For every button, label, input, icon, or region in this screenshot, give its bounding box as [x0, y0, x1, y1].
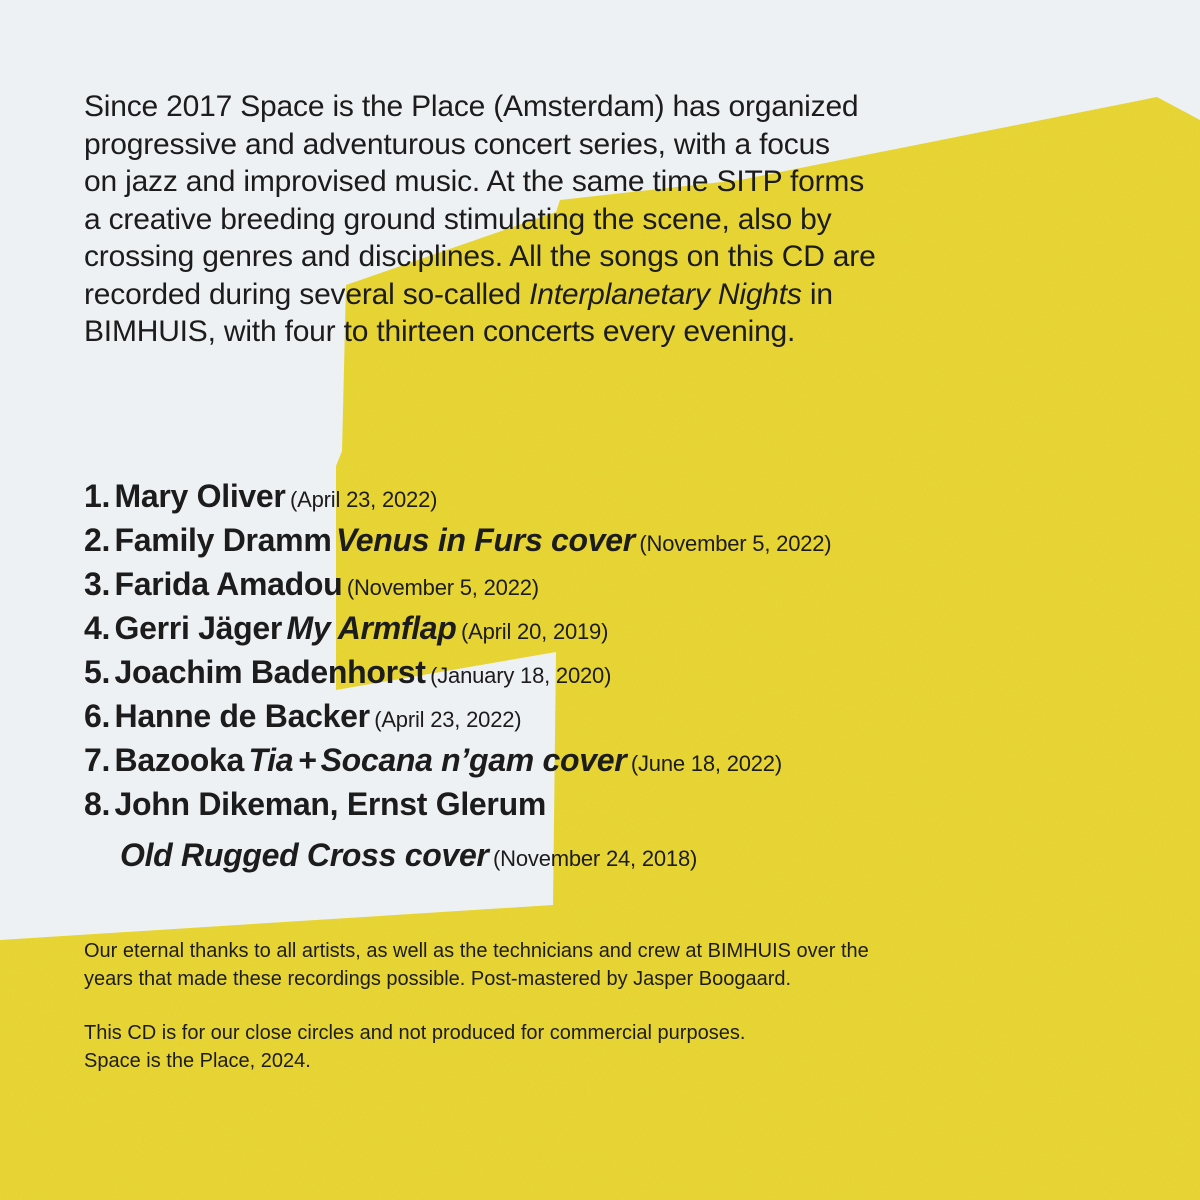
track-date: (April 23, 2022): [290, 487, 438, 512]
credits-spacer: [84, 993, 1144, 1020]
track-date: (November 5, 2022): [639, 531, 832, 556]
credits-notice-line: This CD is for our close circles and not produced for commercial purposes.: [84, 1022, 746, 1044]
track-song: Old Rugged Cross cover: [120, 837, 489, 873]
track-song: My Armflap: [286, 610, 457, 646]
track-artist: Mary Oliver: [114, 478, 286, 514]
track-date: (January 18, 2020): [430, 663, 612, 688]
track-date: (November 5, 2022): [346, 575, 539, 600]
intro-text: recorded during several so-called: [84, 277, 530, 311]
credits-thanks-line: years that made these recordings possible. Post-mastered by Jasper Boogaard.: [84, 967, 792, 990]
credits-thanks-line: Our eternal thanks to all artists, as well as the technicians and crew at BIMHUIS over the: [84, 940, 869, 962]
track-date: (June 18, 2022): [630, 751, 782, 776]
track-number: 6.: [84, 698, 111, 734]
track-artist: Family Dramm: [114, 522, 332, 558]
intro-paragraph: [84, 88, 1104, 351]
track-item: [84, 650, 1144, 694]
track-song: Venus in Furs cover: [335, 522, 635, 558]
credits-section: [84, 938, 1144, 1075]
track-artist: John Dikeman, Ernst Glerum: [114, 786, 546, 822]
track-item: [84, 474, 1144, 518]
track-number: 2.: [84, 522, 111, 558]
interplanetary-nights-title: Interplanetary Nights: [529, 277, 802, 311]
intro-text: in: [801, 277, 833, 311]
track-item: [84, 606, 1144, 650]
track-item: [84, 562, 1144, 606]
credits-notice-line: Space is the Place, 2024.: [84, 1049, 311, 1072]
track-continuation: [84, 833, 1144, 884]
track-date: (November 24, 2018): [493, 846, 698, 871]
intro-line: a creative breeding ground stimulating the scene, also by: [84, 202, 832, 236]
intro-line: on jazz and improvised music. At the same time SITP forms: [84, 165, 865, 198]
track-number: 5.: [84, 654, 111, 690]
track-item: [84, 694, 1144, 738]
track-number: 1.: [84, 478, 111, 514]
track-artist: Joachim Badenhorst: [114, 654, 426, 690]
track-number: 4.: [84, 610, 111, 646]
track-artist: Farida Amadou: [114, 566, 343, 602]
intro-line: BIMHUIS, with four to thirteen concerts every evening.: [84, 315, 796, 348]
intro-line: Since 2017 Space is the Place (Amsterdam) has organized: [84, 90, 859, 123]
track-artist: Hanne de Backer: [114, 698, 370, 734]
intro-line: crossing genres and disciplines. All the songs on this CD are: [84, 240, 876, 273]
track-item: [84, 782, 1144, 873]
track-song: Socana n’gam cover: [320, 742, 627, 778]
track-artist: Bazooka: [114, 742, 245, 778]
track-song-plus: +: [297, 742, 317, 778]
track-song: Tia: [248, 742, 294, 778]
track-item: [84, 738, 1144, 782]
track-number: 7.: [84, 742, 111, 778]
track-item: [84, 518, 1144, 562]
track-date: (April 23, 2022): [374, 707, 522, 732]
track-date: (April 20, 2019): [461, 619, 609, 644]
intro-line: [84, 276, 1104, 314]
track-list: [84, 474, 1144, 873]
intro-line: progressive and adventurous concert series, with a focus: [84, 127, 830, 161]
track-number: 3.: [84, 566, 111, 602]
track-artist: Gerri Jäger: [114, 610, 283, 646]
track-number: 8.: [84, 786, 111, 822]
